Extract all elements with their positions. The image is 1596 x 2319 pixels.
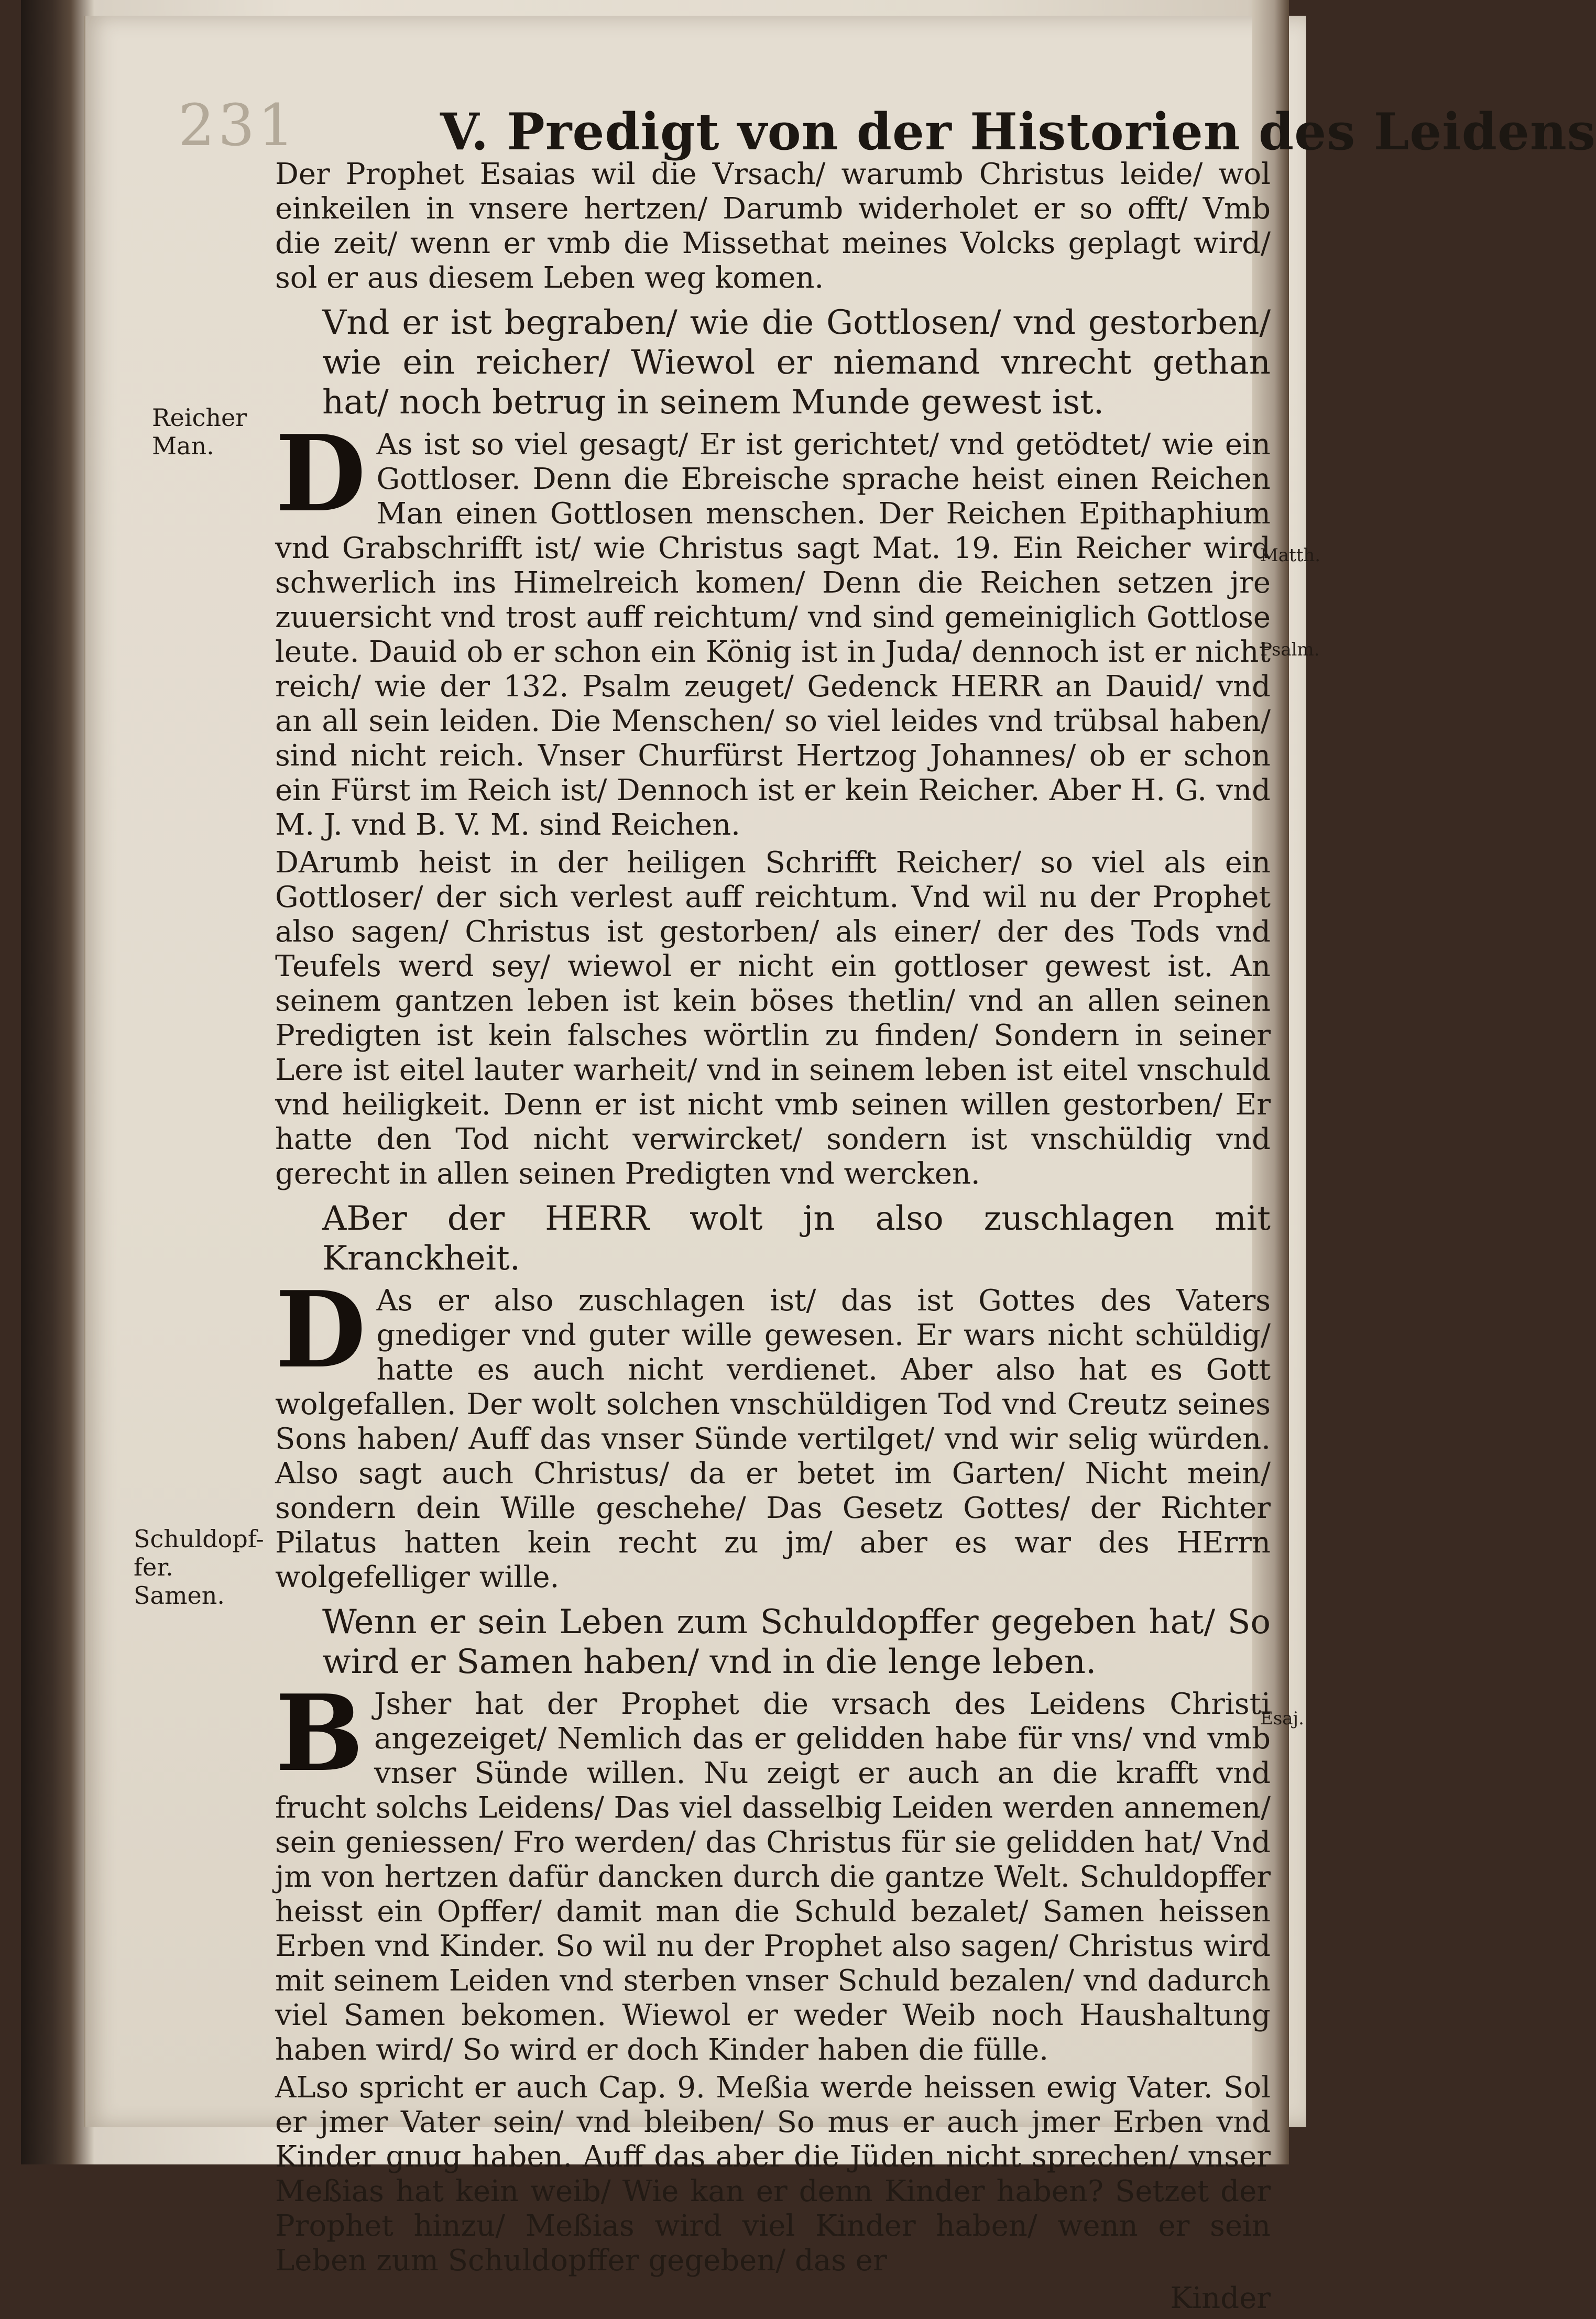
page-number: 231	[178, 92, 298, 159]
margin-note-reicher-man: Reicher Man.	[152, 403, 247, 460]
right-margin-note-esaj: Esaj.	[1260, 1708, 1304, 1729]
scripture-verse: Wenn er sein Leben zum Schuldopffer gegeben hat/ So wird er Samen haben/ vnd in die lenge leben.	[322, 1603, 1271, 1681]
paragraph-with-initial	[275, 412, 1271, 843]
paragraph-text: Jsher hat der Prophet die vrsach des Leidens Christi angezeiget/ Nemlich das er gelidden habe für vns/ vnd vmb vnser Sünde willen. Nu zeigt er auch an die krafft vnd frucht solchs Leidens/ Das viel dasselbig Leiden werden annemen/ sein geniessen/ Fro werden/ das Christus für sie gelidden hat/ Vnd jm von hertzen dafür dancken durch die gantze Welt. Schuldopffer heisst ein Opffer/ damit man die Schuld bezalet/ Samen heissen Erben vnd Kinder. So wil nu der Prophet also sagen/ Christus wird mit seinem Leiden vnd sterben vnser Schuld bezalen/ vnd dadurch viel Samen bekomen. Wiewol er weder Weib noch Haushaltung haben wird/ So wird er doch Kinder haben die fülle.	[275, 1687, 1271, 2067]
paragraph: ALso spricht er auch Cap. 9. Meßia werde heissen ewig Vater. Sol er jmer Vater sein/ vnd bleiben/ So mus er auch jmer Erben vnd Kinder gnug haben. Auff das aber die Jüden nicht sprechen/ vnser Meßias hat kein weib/ Wie kan er denn Kinder haben? Setzet der Prophet hinzu/ Meßias wird viel Kinder haben/ wenn er sein Leben zum Schuldopffer gegeben/ das er	[275, 2071, 1271, 2278]
paragraph-with-initial	[275, 1268, 1271, 1595]
drop-cap: B	[275, 1672, 364, 1795]
right-margin-note-psalm: Psalm.	[1260, 639, 1320, 660]
body-text	[275, 157, 1271, 2319]
paragraph-with-initial	[275, 1672, 1271, 2068]
drop-cap: D	[275, 1268, 366, 1392]
catchword: Kinder	[1170, 2281, 1271, 2315]
right-margin-note-matth: Matth.	[1260, 545, 1321, 566]
paragraph-text: As er also zuschlagen ist/ das ist Gottes des Vaters gnediger vnd guter wille gewesen. Er wars nicht schüldig/ hatte es auch nicht verdienet. Aber also hat es Gott wolgefallen. Der wolt solchen vnschüldigen Tod vnd Creutz seines Sons haben/ Auff das vnser Sünde vertilget/ vnd wir selig würden. Also sagt auch Christus/ da er betet im Garten/ Nicht mein/ sondern dein Wille geschehe/ Das Gesetz Gottes/ der Richter Pilatus hatten kein recht zu jm/ aber es war des HErrn wolgefelliger wille.	[275, 1284, 1271, 1594]
scripture-verse: ABer der HERR wolt jn also zuschlagen mit Kranckheit.	[322, 1199, 1271, 1278]
drop-cap: D	[275, 412, 366, 535]
running-head: V. Predigt von der Historien des Leidens	[440, 102, 1596, 161]
margin-note-schuldopffer: Schuldopf- fer. Samen.	[134, 1525, 264, 1610]
paragraph: Der Prophet Esaias wil die Vrsach/ warumb Christus leide/ wol einkeilen in vnsere hertzen/ Darumb widerholet er so offt/ Vmb die zeit/ wenn er vmb die Missethat meines Volcks geplagt wird/ sol er aus diesem Leben weg komen.	[275, 157, 1271, 295]
paragraph: DArumb heist in der heiligen Schrifft Reicher/ so viel als ein Gottloser/ der sich verlest auff reichtum. Vnd wil nu der Prophet also sagen/ Christus ist gestorben/ als einer/ der des Tods vnd Teufels werd sey/ wiewol er nicht ein gottloser gewest ist. An seinem gantzen leben ist kein böses thetlin/ vnd an allen seinen Predigten ist kein falsches wörtlin zu finden/ Sondern in seiner Lere ist eitel lauter warheit/ vnd in seinem leben ist eitel vnschuld vnd heiligkeit. Denn er ist nicht vmb seinen willen gestorben/ Er hatte den Tod nicht verwircket/ sondern ist vnschüldig vnd gerecht in allen seinen Predigten vnd wercken.	[275, 846, 1271, 1191]
paragraph-text: As ist so viel gesagt/ Er ist gerichtet/ vnd getödtet/ wie ein Gottloser. Denn die Ebreische sprache heist einen Reichen Man einen Gottlosen menschen. Der Reichen Epithaphium vnd Grabschrifft ist/ wie Christus sagt Mat. 19. Ein Reicher wird schwerlich ins Himelreich komen/ Denn die Reichen setzen jre zuuersicht vnd trost auff reichtum/ vnd sind gemeiniglich Gottlose leute. Dauid ob er schon ein König ist in Juda/ dennoch ist er nicht reich/ wie der 132. Psalm zeuget/ Gedenck HERR an Dauid/ vnd an all sein leiden. Die Menschen/ so viel leides vnd trübsal haben/ sind nicht reich. Vnser Churfürst Hertzog Johannes/ ob er schon ein Fürst im Reich ist/ Dennoch ist er kein Reicher. Aber H. G. vnd M. J. vnd B. V. M. sind Reichen.	[275, 428, 1271, 842]
book-page	[21, 0, 1596, 2315]
scripture-verse: Vnd er ist begraben/ wie die Gottlosen/ vnd gestorben/ wie ein reicher/ Wiewol er niemand vnrecht gethan hat/ noch betrug in seinem Munde gewest ist.	[322, 303, 1271, 422]
